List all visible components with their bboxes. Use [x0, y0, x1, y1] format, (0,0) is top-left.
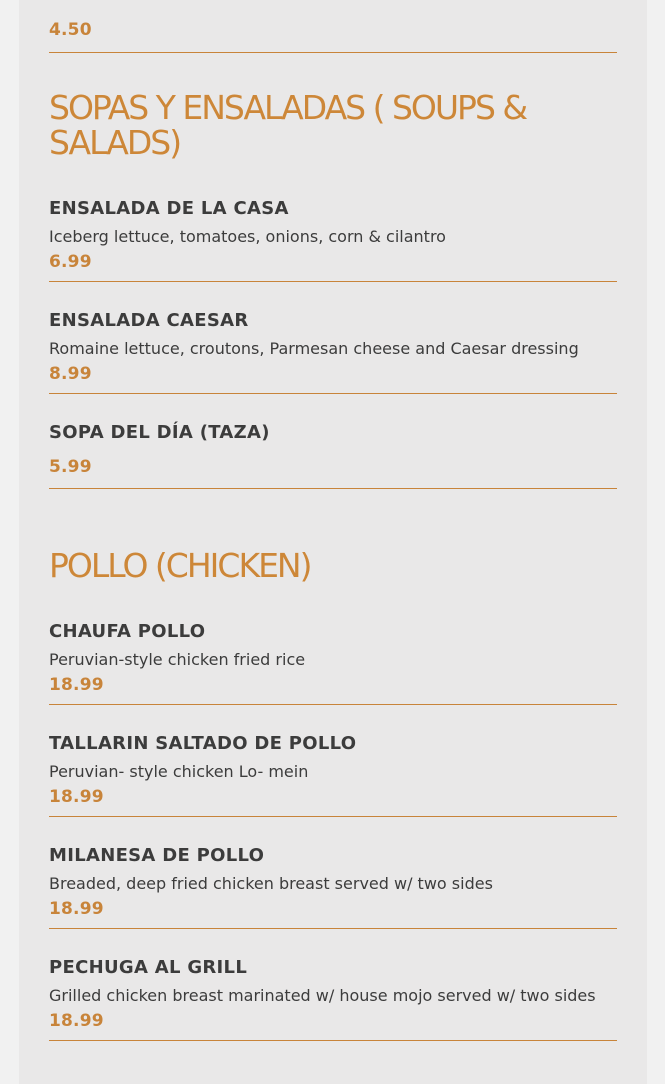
section-chicken: [49, 548, 617, 1041]
item-name: SOPA DEL DÍA (TAZA): [49, 422, 270, 443]
item-divider: [49, 704, 617, 705]
partial-item-price: 4.50: [49, 20, 92, 40]
item-description: Breaded, deep fried chicken breast served w/ two sides: [49, 874, 493, 893]
item-price: 6.99: [49, 252, 92, 272]
item-divider: [49, 281, 617, 282]
section-title: SOPAS Y ENSALADAS ( SOUPS & SALADS): [49, 88, 527, 162]
item-divider: [49, 393, 617, 394]
menu-item: [49, 845, 617, 929]
item-description: Iceberg lettuce, tomatoes, onions, corn & cilantro: [49, 227, 446, 246]
item-divider: [49, 816, 617, 817]
menu-item: [49, 621, 617, 705]
item-description: Peruvian- style chicken Lo- mein: [49, 762, 309, 781]
section-title: POLLO (CHICKEN): [49, 546, 311, 585]
item-name: TALLARIN SALTADO DE POLLO: [49, 733, 357, 754]
item-divider: [49, 1040, 617, 1041]
item-description: Peruvian-style chicken fried rice: [49, 650, 306, 669]
item-name: PECHUGA AL GRILL: [49, 957, 248, 978]
item-price: 5.99: [49, 457, 92, 477]
partial-menu-item: [49, 0, 617, 53]
item-price: 8.99: [49, 364, 92, 384]
item-price: 18.99: [49, 675, 104, 695]
item-price: 18.99: [49, 1011, 104, 1031]
menu-panel: [19, 0, 647, 1084]
menu-item: [49, 198, 617, 282]
item-name: ENSALADA DE LA CASA: [49, 198, 289, 219]
menu-item: [49, 310, 617, 394]
item-divider: [49, 488, 617, 489]
menu-item: [49, 422, 617, 489]
item-price: 18.99: [49, 787, 104, 807]
item-divider: [49, 52, 617, 53]
section-soups-salads: [49, 90, 617, 489]
item-description: Grilled chicken breast marinated w/ house mojo served w/ two sides: [49, 986, 596, 1005]
menu-item: [49, 733, 617, 817]
menu-item: [49, 957, 617, 1041]
item-description: Romaine lettuce, croutons, Parmesan cheese and Caesar dressing: [49, 339, 579, 358]
item-name: CHAUFA POLLO: [49, 621, 206, 642]
item-price: 18.99: [49, 899, 104, 919]
item-name: MILANESA DE POLLO: [49, 845, 265, 866]
item-divider: [49, 928, 617, 929]
item-name: ENSALADA CAESAR: [49, 310, 249, 331]
